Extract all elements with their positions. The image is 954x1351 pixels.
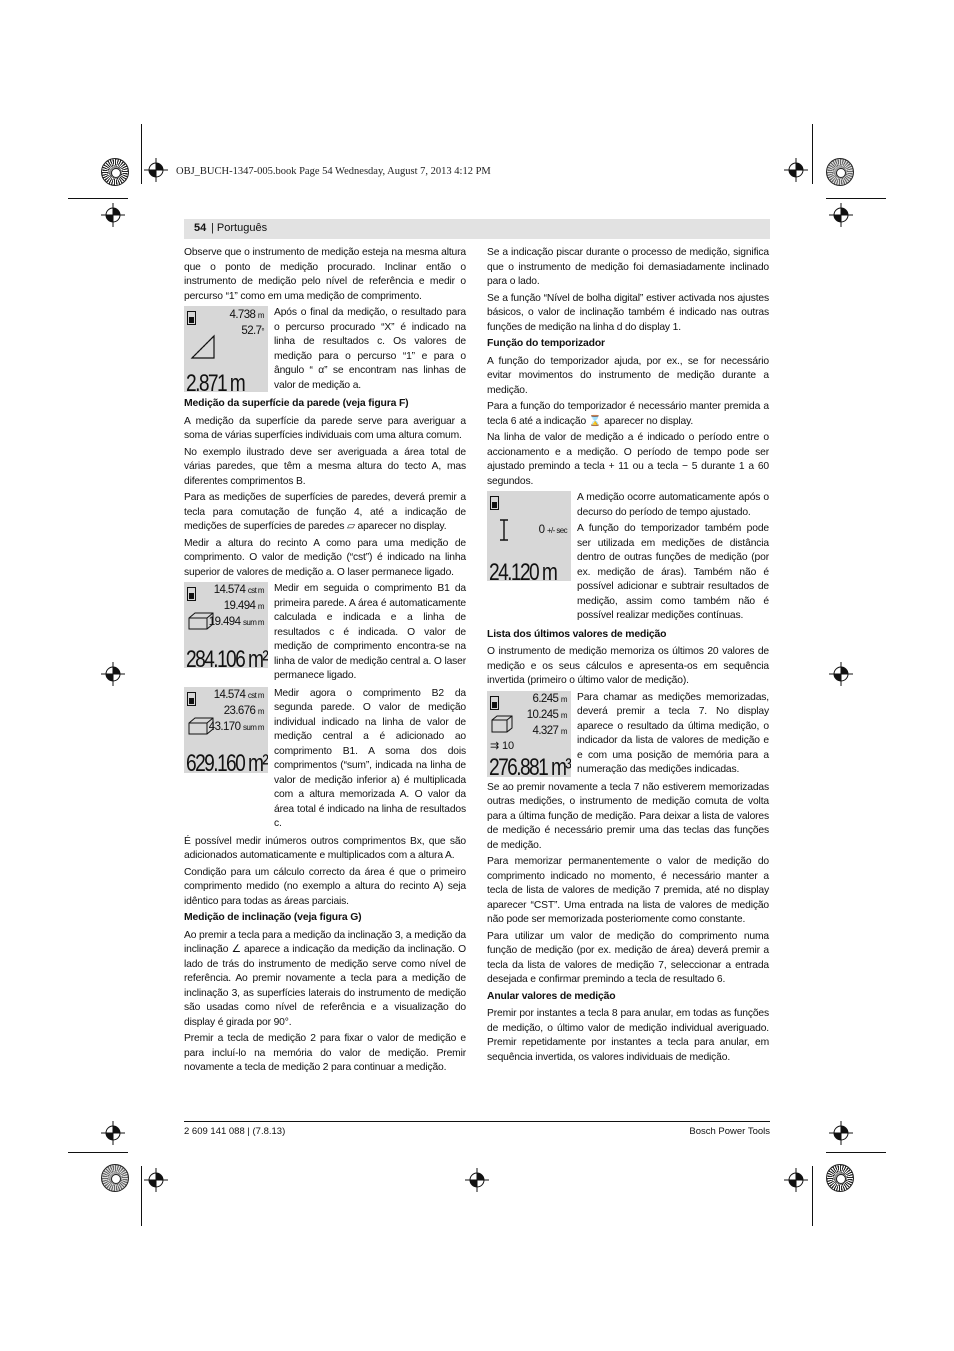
crosshair-icon <box>784 158 808 182</box>
crosshair-icon <box>829 1121 853 1145</box>
crop-mark <box>68 1152 128 1153</box>
lcd-display <box>184 582 268 668</box>
paragraph: Medir agora o comprimento B2 da segunda parede. O valor de medição individual indicado na linha de valor de medição central a é adicionado ao comprimento B1. A soma dos dois comprimentos (“sum”, indicada na linha de valor de medição inferior a) é multiplicada com a altura memorizada A. O valor da área total é indicado na linha de resultados c. <box>274 687 466 829</box>
lcd-display <box>184 687 268 773</box>
registration-rosette-icon <box>826 158 854 186</box>
footer-rule <box>184 1121 770 1122</box>
crosshair-icon <box>465 1168 489 1192</box>
battery-icon <box>187 311 196 325</box>
display-result: 2.871 m <box>186 369 245 392</box>
battery-icon <box>187 692 196 706</box>
crop-mark <box>68 198 128 199</box>
lcd-display <box>184 306 268 392</box>
display-value-line2: 19.494 m <box>223 600 264 612</box>
paragraph: Se ao premir novamente a tecla 7 não estiverem memorizadas outras medições, o instrumento de medição comuta de volta para a última função de medição. Para deixar a lista de valores de medição é necessário premir uma das teclas das funções de medição. <box>487 781 769 851</box>
display-value-line1: 4.738 m <box>229 309 264 321</box>
right-column <box>487 246 769 1067</box>
list-arrow-icon: ⇉ <box>490 739 500 752</box>
section-heading: Anular valores de medição <box>487 990 616 1002</box>
display-result: 629.160 m² <box>186 750 268 773</box>
crop-mark <box>826 1152 886 1153</box>
paragraph: A função do temporizador também pode ser utilizada em medições de distância dentro de outras funções de medição (por ex. medição de áras). Também não é possível adicionar e subtrair resultados de medição, assim como também não é possível realizar medições contínuas. <box>577 523 769 621</box>
footer-brand: Bosch Power Tools <box>689 1126 770 1137</box>
figure-display-2 <box>184 582 466 686</box>
crop-mark <box>812 1166 813 1226</box>
paragraph: A função do temporizador ajuda, por ex., se for necessário evitar movimentos do instrumento de medição durante a medição. <box>487 355 769 396</box>
paragraph: É possível medir inúmeros outros comprimentos Bx, que são adicionados automaticamente e multiplicados com a altura A. <box>184 835 466 861</box>
display-value-line3: 4.327 m <box>532 724 567 737</box>
display-value-line1: 14.574 cst m <box>213 584 264 596</box>
crop-mark <box>826 198 886 199</box>
figure-display-1 <box>184 306 466 395</box>
registration-rosette-icon <box>101 158 129 186</box>
crop-mark <box>141 124 142 184</box>
paragraph: Medir em seguida o comprimento B1 da primeira parede. A área é automaticamente calculada e indicada e a linha de resultados c é indicada. O valor de medição de comprimento encontra-se na linha de valor de medição central a. O laser permanece ligado. <box>274 583 467 681</box>
crop-mark <box>812 124 813 184</box>
crosshair-icon <box>101 1121 125 1145</box>
page-header <box>184 219 770 239</box>
crosshair-icon <box>829 203 853 227</box>
paragraph: Ao premir a tecla para a medição da inclinação 3, a medição da inclinação ∠ aparece a indicação da medição da inclinação. O lado de trás do instrumento de medição serve como nível de referência. Ao premir novamente a tecla para a medição de inclinação 3, as superfícies laterais do instrumento de medição são usadas como nível de referência e a visualização do display é girada por 90°. <box>184 929 466 1028</box>
paragraph: Na linha de valor de medição a é indicado o período entre o accionamento e a medição. O período de tempo pode ser ajustado premindo a tecla + 11 ou a tecla − 5 durante 1 a 60 segundos. <box>487 432 769 487</box>
section-language: | Português <box>211 222 268 234</box>
display-value-line2: 23.676 m <box>223 704 264 717</box>
crosshair-icon <box>144 158 168 182</box>
paragraph: Para utilizar um valor de medição do comprimento numa função de medição (por ex. medição de área) deverá premir a tecla da lista de valores de medição 7, seleccionar a entrada desejada e confirmar premindo a tecla de resultado 6. <box>487 930 769 985</box>
paragraph: Observe que o instrumento de medição esteja na mesma altura que o ponto de medição procurado. Inclinar então o instrumento de medição pelo nível de referência e medir o percurso “1” como em uma medição de comprimento. <box>184 247 466 302</box>
crosshair-icon <box>101 662 125 686</box>
display-value-line2: 10.245 m <box>526 708 567 721</box>
paragraph: Se a indicação piscar durante o processo de medição, significa que o instrumento de medição foi demasiadamente inclinado para o lado. <box>487 247 769 287</box>
paragraph: Condição para um cálculo correcto da área é que o primeiro comprimento medido (no exemplo a altura do recinto A) seja idêntico para todas as áreas parciais. <box>184 866 466 907</box>
lcd-display <box>487 691 571 777</box>
section-heading: Medição de inclinação (veja figura G) <box>184 912 362 923</box>
print-slug: OBJ_BUCH-1347-005.book Page 54 Wednesday, August 7, 2013 4:12 PM <box>176 166 491 177</box>
crosshair-icon <box>784 1168 808 1192</box>
paragraph: Premir a tecla de medição 2 para fixar o valor de medição e para incluí-lo na memória do valor de medição. Premir novamente a tecla de medição 2 para continuar a medição. <box>184 1033 466 1073</box>
section-heading: Função do temporizador <box>487 338 605 349</box>
figure-display-5 <box>487 691 769 780</box>
footer-doc-number: 2 609 141 088 | (7.8.13) <box>184 1126 286 1137</box>
length-measure-icon <box>499 519 509 541</box>
registration-rosette-icon <box>101 1164 129 1192</box>
paragraph: Premir por instantes a tecla 8 para anular, em todas as funções de medição, o último valor de medição individual averiguado. Premir repetidamente por instantes a tecla para anular, em sequência invertida, os valores individuais de medição. <box>487 1008 769 1063</box>
display-timer-value: 0 +/- sec <box>538 524 567 536</box>
paragraph: Se a função “Nível de bolha digital” estiver activada nos ajustes básicos, o valor de inclinação também é indicado nas outras funções de medição na linha d do display 1. <box>487 292 769 333</box>
paragraph: Para chamar as medições memorizadas, deverá premir a tecla 7. No display aparece o resultado da última medição, o indicador da lista de valores de medição e e com uma posição de memória para a numeração das medições indicadas. <box>577 691 769 775</box>
left-column <box>184 246 466 1078</box>
triangle-measure-icon <box>190 334 216 360</box>
registration-rosette-icon <box>826 1164 854 1192</box>
display-value-line1: 6.245 m <box>532 692 567 705</box>
crosshair-icon <box>101 203 125 227</box>
section-heading: Lista dos últimos valores de medição <box>487 628 667 640</box>
paragraph: O instrumento de medição memoriza os últimos 20 valores de medição e os seus cálculos e apresenta-os em sequência invertida (primeiro o último valor de medição). <box>487 646 769 686</box>
battery-icon <box>490 696 499 710</box>
paragraph: Para as medições de superfícies de paredes, deverá premir a tecla para comutação de função 4, até a indicação de medições de superfícies de paredes ▱ aparecer no display. <box>184 492 466 532</box>
display-value-line3: 19.494 sum m <box>208 616 264 628</box>
page-number: 54 <box>194 222 207 234</box>
display-result: 24.120 m <box>489 558 557 581</box>
paragraph: A medição da superfície da parede serve para averiguar a soma de várias superfícies individuais com uma altura comum. <box>184 415 466 441</box>
paragraph: Para a função do temporizador é necessário manter premida a tecla 6 até a indicação ⌛ aparecer no display. <box>487 401 769 427</box>
battery-icon <box>187 587 196 601</box>
display-result: 276.881 m³ <box>489 754 571 777</box>
crosshair-icon <box>144 1168 168 1192</box>
lcd-display <box>487 491 571 581</box>
paragraph: No exemplo ilustrado deve ser averiguada a área total de várias paredes, que têm a mesma altura do tecto A, mas diferentes comprimentos B. <box>184 446 466 487</box>
section-heading: Medição da superfície da parede (veja figura F) <box>184 398 409 409</box>
memory-counter: ⇉ 10 <box>490 739 514 752</box>
figure-display-4 <box>487 491 769 626</box>
paragraph: Após o final da medição, o resultado para o percurso procurado “X” é indicado na linha de resultados c. Os valores de medição para o percurso “1” e para o ângulo “ α” se encontram nas linhas de valor de medição a. <box>274 307 466 391</box>
volume-icon <box>491 715 513 733</box>
crosshair-icon <box>829 662 853 686</box>
display-value-line3: 43.170 sum m <box>208 720 264 733</box>
figure-display-3 <box>184 687 466 834</box>
display-value-line2: 52.7° <box>241 325 264 337</box>
display-value-line1: 14.574 cst m <box>213 688 264 701</box>
paragraph: Para memorizar permanentemente o valor de medição do comprimento indicado no momento, é necessário manter a tecla de lista de valores de medição 7 premida, até no display aparecer “CST”. Uma entrada na lista de valores de medição não pode ser memorizada posteriomente como constante. <box>487 856 769 925</box>
battery-icon <box>490 496 499 510</box>
paragraph: Medir a altura do recinto A como para uma medição de comprimento. O valor de medição (“cst”) é indicado na linha superior de valores de medição a. O laser permanece ligado. <box>184 537 466 578</box>
paragraph: A medição ocorre automaticamente após o decurso do período de tempo ajustado. <box>577 492 769 518</box>
display-result: 284.106 m² <box>186 645 268 668</box>
crop-mark <box>141 1166 142 1226</box>
